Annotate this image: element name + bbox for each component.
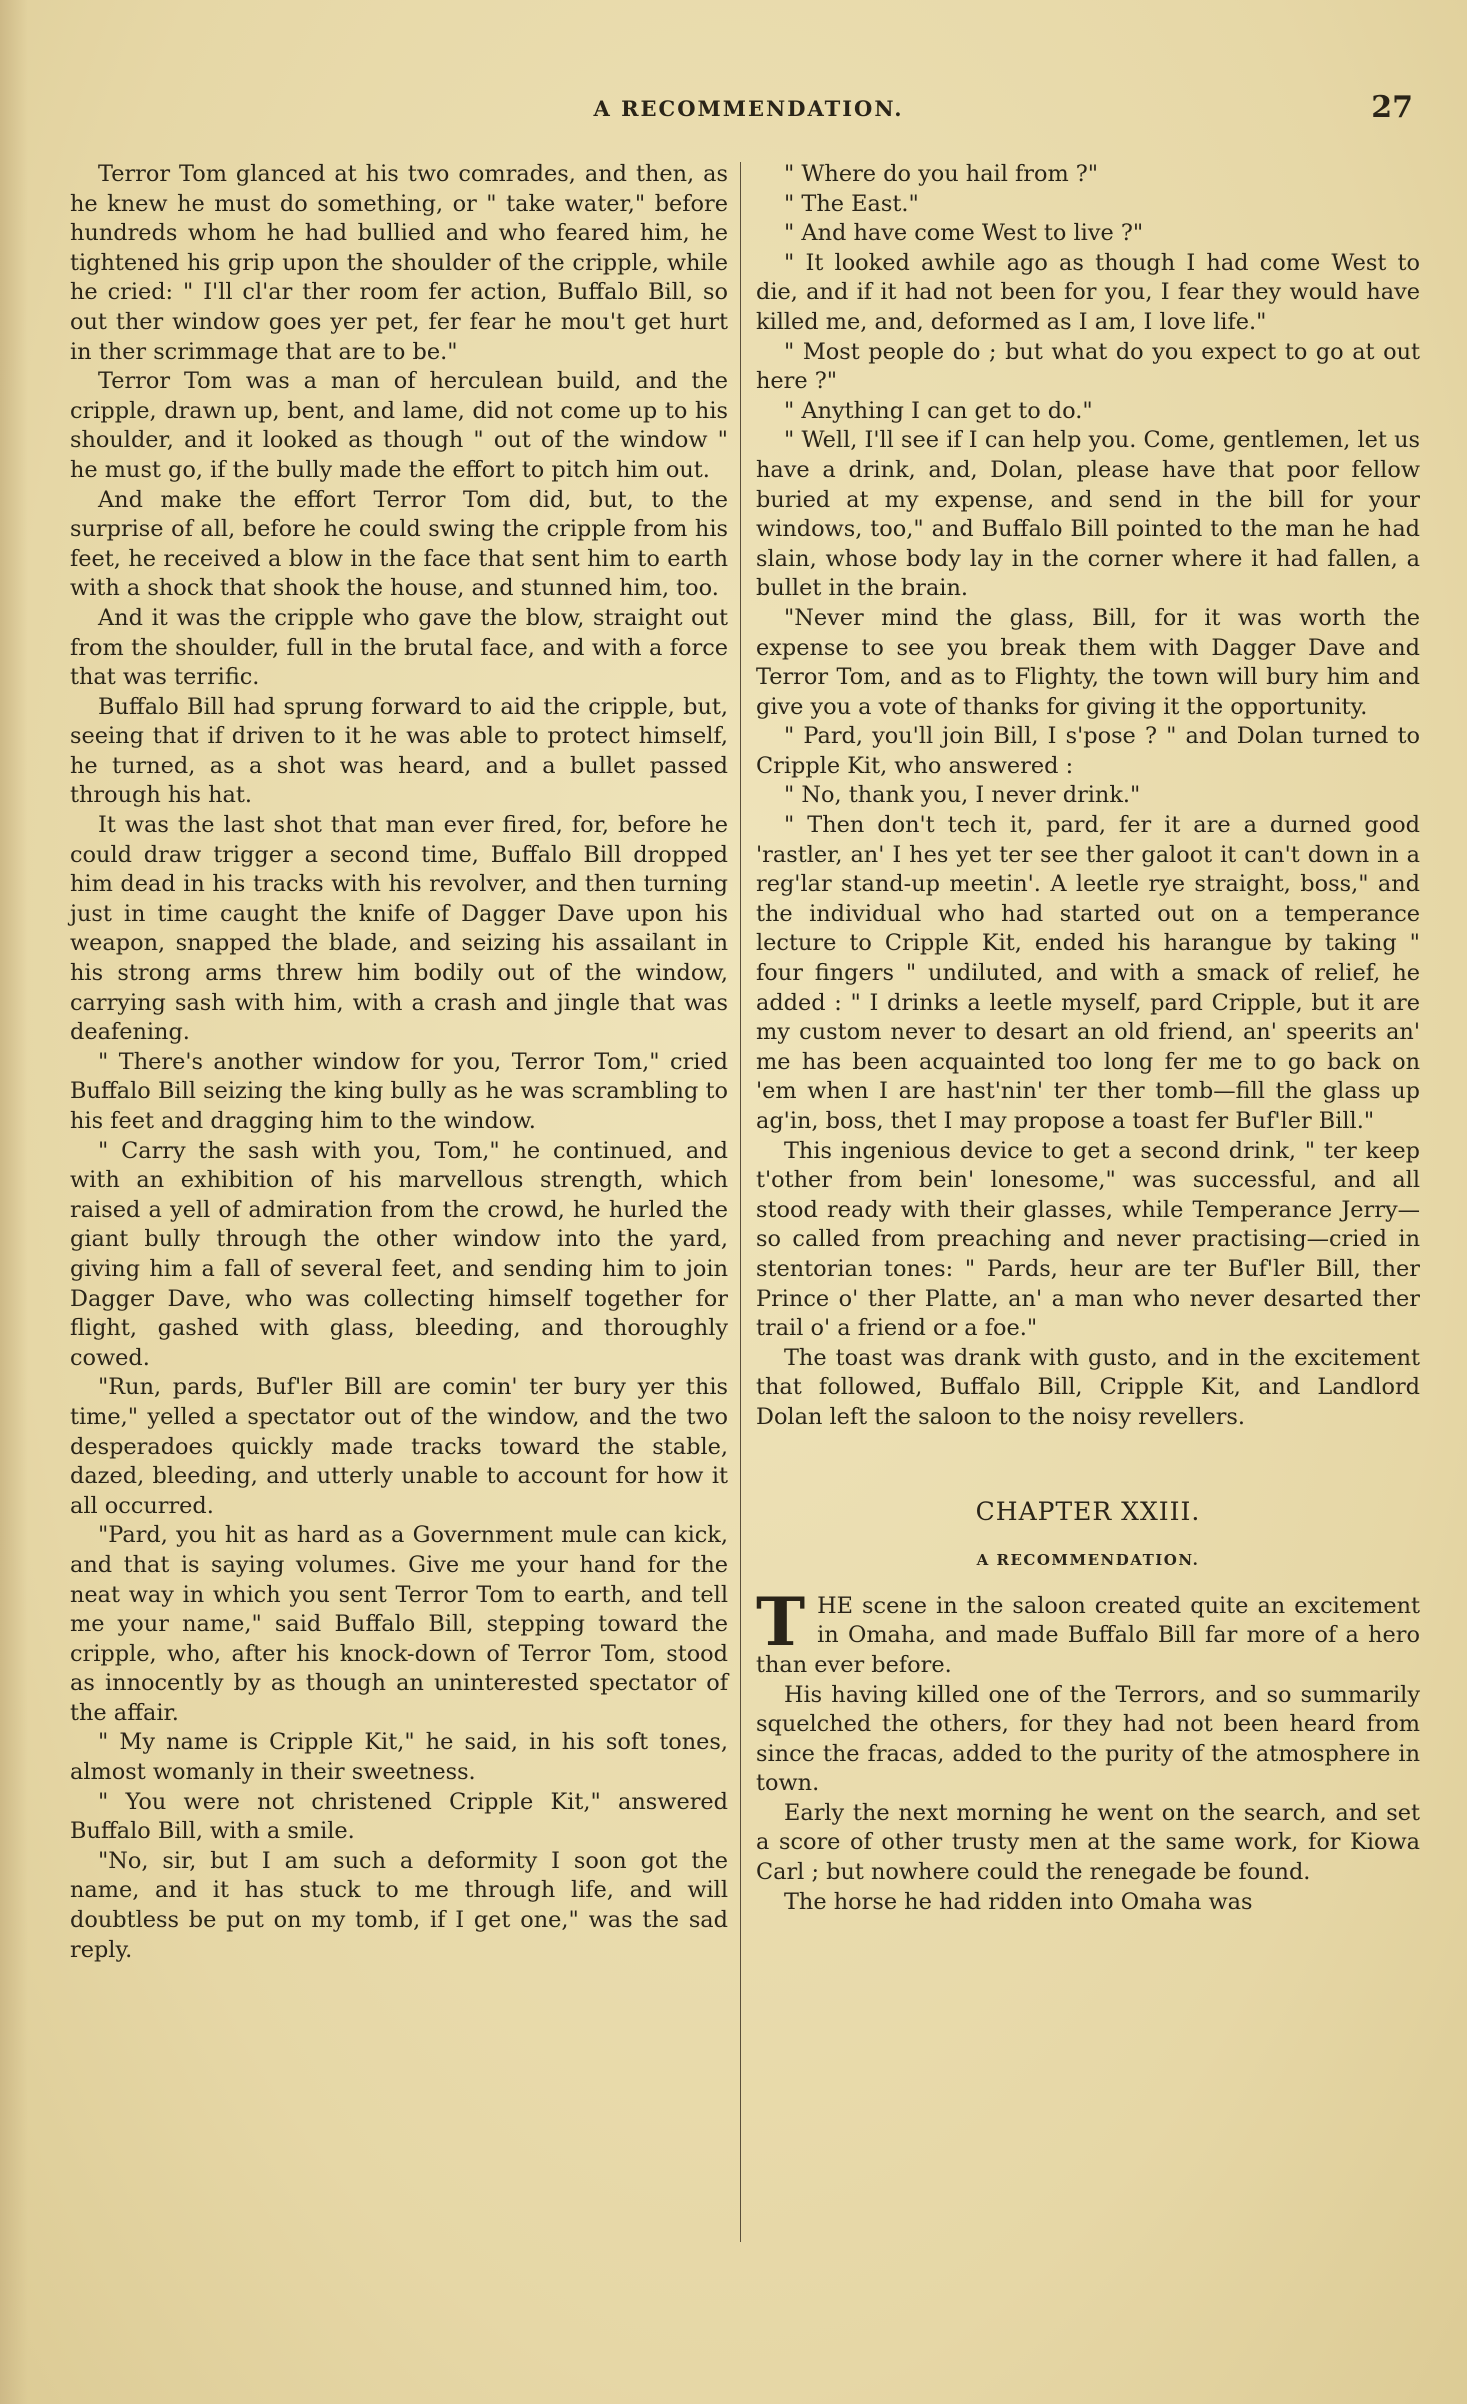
- page-number: 27: [1371, 90, 1413, 125]
- chapter-first-paragraph: [756, 1582, 1420, 1681]
- paragraph: And it was the cripple who gave the blow, straight out from the shoulder, full in the brutal face, and with a force that was terrific.: [70, 604, 728, 691]
- first-paragraph-text: HE scene in the saloon created quite an excitement in Omaha, and made Buffalo Bill far more of a hero than ever before.: [756, 1592, 1420, 1678]
- paragraph: Buffalo Bill had sprung forward to aid the cripple, but, seeing that if driven to it he was able to protect himself, he turned, as a shot was heard, and a bullet passed through his hat.: [70, 693, 728, 809]
- running-title: A RECOMMENDATION.: [593, 96, 904, 121]
- paragraph: "No, sir, but I am such a deformity I soon got the name, and it has stuck to me through life, and will doubtless be put on my tomb, if I get one," was the sad reply.: [70, 1847, 728, 1963]
- paragraph: " No, thank you, I never drink.": [784, 782, 1141, 809]
- paragraph: It was the last shot that man ever fired, for, before he could draw trigger a second time, Buffalo Bill dropped him dead in his tracks with his revolver, and then turning just in time caught the knife of Dagger Dave upon his weapon, snapped the blade, and seizing his assailant in his strong arms threw him bodily out of the window, carrying sash with him, with a crash and jingle that was deafening.: [70, 812, 728, 1046]
- paragraph: "Never mind the glass, Bill, for it was worth the expense to see you break them with Dagger Dave and Terror Tom, and as to Flighty, the town will bury him and give you a vote of thanks for giving it the opportunity.: [756, 604, 1420, 720]
- paragraph: The toast was drank with gusto, and in the excitement that followed, Buffalo Bill, Cripple Kit, and Landlord Dolan left the saloon to the noisy revellers.: [756, 1344, 1420, 1430]
- paragraph: Terror Tom glanced at his two comrades, and then, as he knew he must do something, or " take water," before hundreds whom he had bullied and who feared him, he tightened his grip upon the shoulder of the cripple, while he cried: " I'll cl'ar ther room fer action, Buffalo Bill, so out ther window goes yer pet, fer fear he mou't get hurt in ther scrimmage that are to be.": [70, 161, 728, 365]
- paragraph: His having killed one of the Terrors, and so summarily squelched the others, for they had not been heard from since the fracas, added to the purity of the atmosphere in town.: [756, 1681, 1420, 1797]
- drop-cap: T: [756, 1582, 806, 1661]
- paragraph: " Then don't tech it, pard, fer it are a durned good 'rastler, an' I hes yet ter see ther galoot it can't down in a reg'lar stand-up meetin'. A leetle rye straight, boss," and the individual who had started out on a temperance lecture to Cripple Kit, ended his harangue by taking " four fingers " undiluted, and with a smack of relief, he added : " I drinks a leetle myself, pard Cripple, but it are my custom never to desart an old friend, an' speerits an' me has been acquainted too long fer me to go back on 'em when I are hast'nin' ter ther tomb—fill the glass up ag'in, boss, thet I may propose a toast fer Buf'ler Bill.": [756, 812, 1420, 1134]
- paragraph: The horse he had ridden into Omaha was: [784, 1888, 1253, 1915]
- paragraph: " Where do you hail from ?": [784, 161, 1099, 187]
- column-divider: [740, 162, 741, 2242]
- paragraph: " There's another window for you, Terror Tom," cried Buffalo Bill seizing the king bully as he was scrambling to his feet and dragging him to the window.: [70, 1048, 728, 1134]
- paragraph: This ingenious device to get a second drink, " ter keep t'other from bein' lonesome," was successful, and all stood ready with their glasses, while Temperance Jerry—so called from preaching and never practising—cried in stentorian tones: " Pards, heur are ter Buf'ler Bill, ther Prince o' ther Platte, an' a man who never desarted ther trail o' a friend or a foe.": [756, 1137, 1420, 1342]
- paragraph: " Most people do ; but what do you expect to go at out here ?": [756, 338, 1420, 395]
- paragraph: Early the next morning he went on the search, and set a score of other trusty men at the same work, for Kiowa Carl ; but nowhere could the renegade be found.: [756, 1799, 1420, 1886]
- paragraph: "Pard, you hit as hard as a Government mule can kick, and that is saying volumes. Give me your hand for the neat way in which you sent Terror Tom to earth, and tell me your name," said Buffalo Bill, stepping toward the cripple, who, after his knock-down of Terror Tom, stood as innocently by as though an uninterested spectator of the affair.: [70, 1522, 728, 1726]
- paragraph: " My name is Cripple Kit," he said, in his soft tones, almost womanly in their sweetness.: [70, 1729, 728, 1786]
- paragraph: And make the effort Terror Tom did, but, to the surprise of all, before he could swing the cripple from his feet, he received a blow in the face that sent him to earth with a shock that shook the house, and stunned him, too.: [70, 486, 728, 602]
- paragraph: " Carry the sash with you, Tom," he continued, and with an exhibition of his marvellous strength, which raised a yell of admiration from the crowd, he hurled the giant bully through the other window into the yard, giving him a fall of several feet, and sending him to join Dagger Dave, who was collecting himself together for flight, gashed with glass, bleeding, and thoroughly cowed.: [70, 1137, 728, 1371]
- right-column: [756, 160, 1420, 1917]
- paragraph: " Pard, you'll join Bill, I s'pose ? " and Dolan turned to Cripple Kit, who answered :: [756, 723, 1420, 779]
- page-spine-shadow: [0, 0, 28, 2404]
- paragraph: " Anything I can get to do.": [784, 397, 1093, 424]
- page-header: [70, 90, 1427, 136]
- paragraph: " The East.": [784, 190, 919, 217]
- paragraph: " And have come West to live ?": [784, 220, 1144, 247]
- paragraph: "Run, pards, Buf'ler Bill are comin' ter bury yer this time," yelled a spectator out of the window, and the two desperadoes quickly made tracks toward the stable, dazed, bleeding, and utterly unable to account for how it all occurred.: [70, 1374, 728, 1519]
- paragraph: " It looked awhile ago as though I had come West to die, and if it had not been for you, I fear they would have killed me, and, deformed as I am, I love life.": [756, 249, 1420, 335]
- left-column: [70, 160, 728, 1965]
- paragraph: Terror Tom was a man of herculean build, and the cripple, drawn up, bent, and lame, did not come up to his shoulder, and it looked as though " out of the window " he must go, if the bully made the effort to pitch him out.: [70, 368, 728, 483]
- chapter-heading: CHAPTER XXIII.: [975, 1496, 1201, 1526]
- chapter-subheading: A RECOMMENDATION.: [976, 1551, 1200, 1570]
- paragraph: " You were not christened Cripple Kit," answered Buffalo Bill, with a smile.: [70, 1788, 728, 1845]
- paragraph: " Well, I'll see if I can help you. Come, gentlemen, let us have a drink, and, Dolan, please have that poor fellow buried at my expense, and send in the bill for your windows, too," and Buffalo Bill pointed to the man he had slain, whose body lay in the corner where it had fallen, a bullet in the brain.: [756, 427, 1420, 602]
